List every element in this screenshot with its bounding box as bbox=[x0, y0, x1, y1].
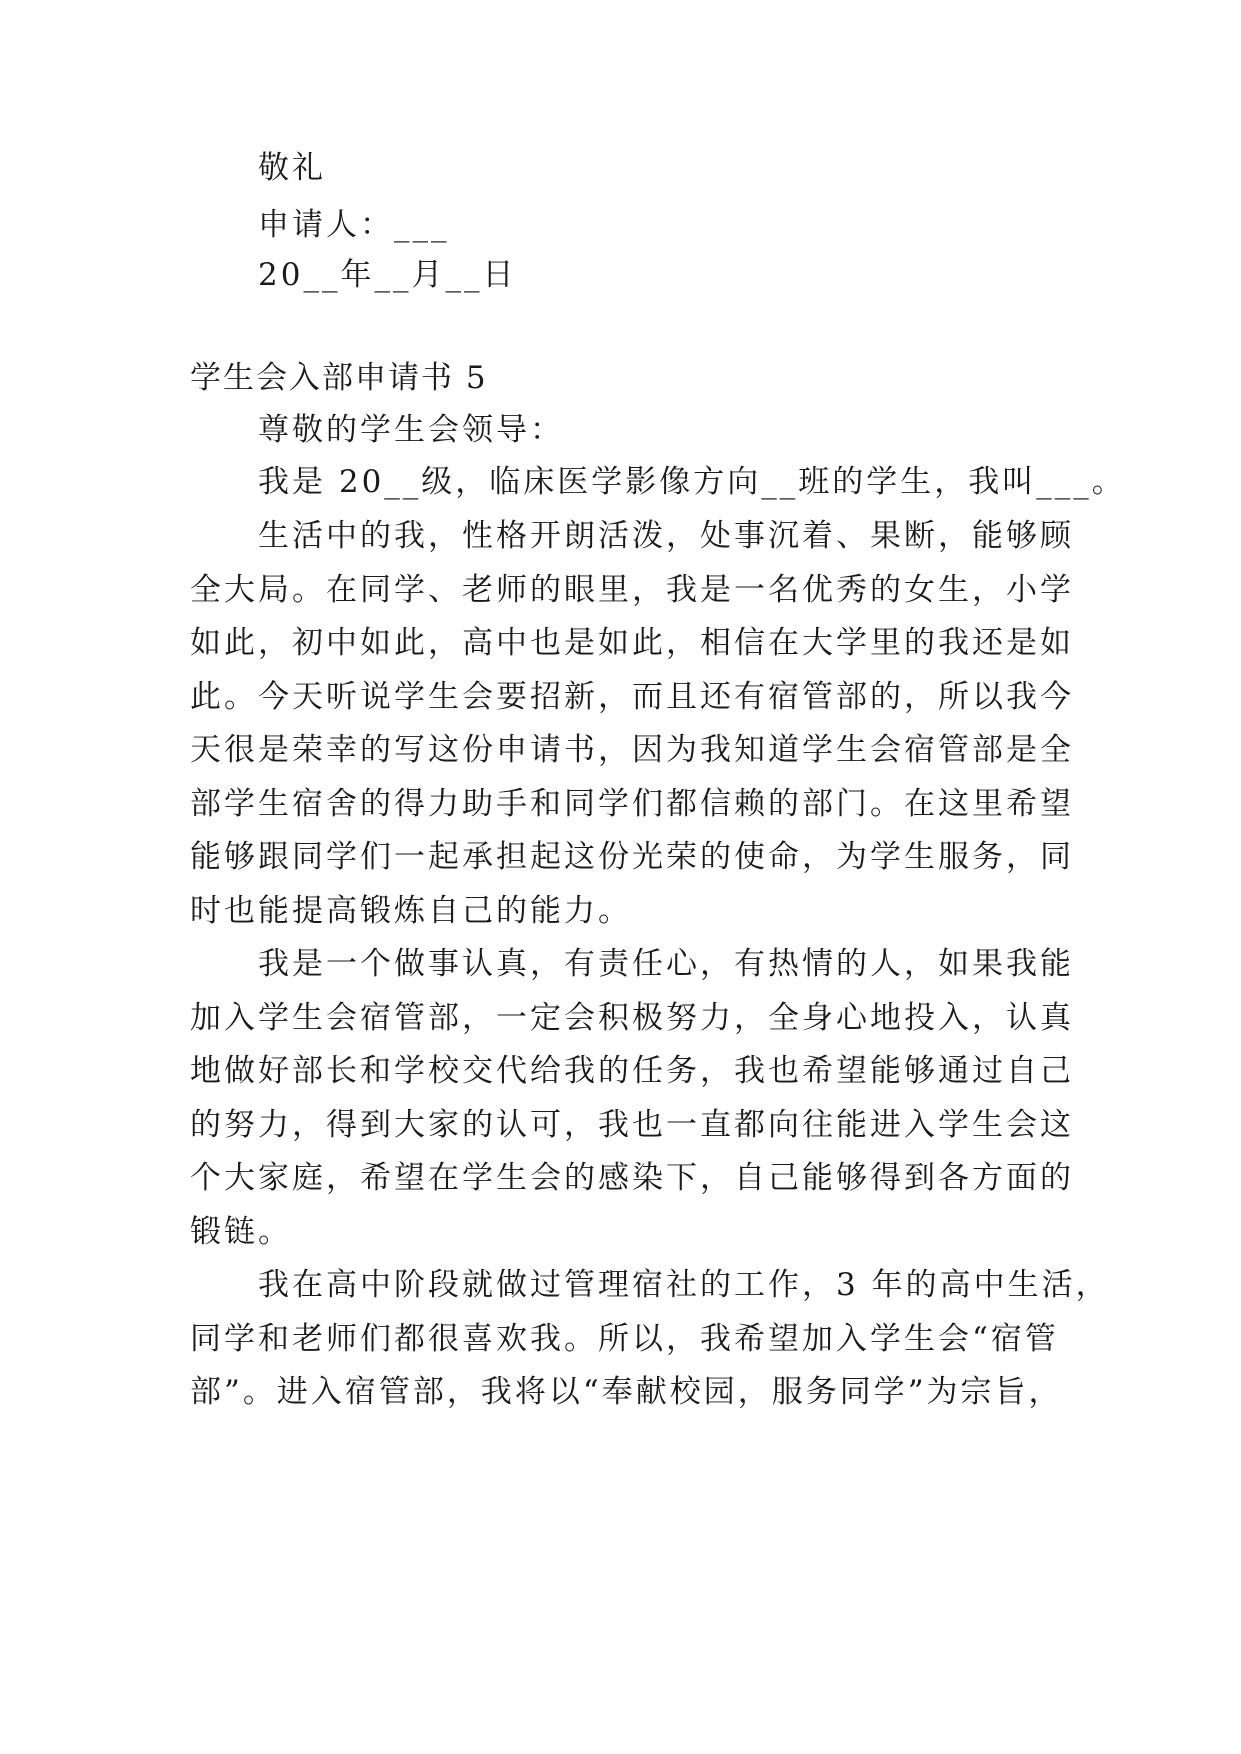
paragraph-2-line: 个大家庭，希望在学生会的感染下，自己能够得到各方面的 bbox=[190, 1160, 1074, 1196]
paragraph-3-line: 部”。进入宿管部，我将以“奉献校园，服务同学”为宗旨， bbox=[190, 1374, 1063, 1410]
paragraph-1-line: 天很是荣幸的写这份申请书，因为我知道学生会宿管部是全 bbox=[190, 732, 1074, 768]
paragraph-1-line: 能够跟同学们一起承担起这份光荣的使命，为学生服务，同 bbox=[190, 839, 1074, 875]
section-title: 学生会入部申请书 5 bbox=[190, 360, 488, 396]
paragraph-1-line: 部学生宿舍的得力助手和同学们都信赖的部门。在这里希望 bbox=[190, 786, 1074, 822]
applicant-line: 申请人：___ bbox=[258, 207, 450, 243]
paragraph-3-line: 我在高中阶段就做过管理宿社的工作，3 年的高中生活， bbox=[258, 1267, 1110, 1303]
paragraph-1-line: 此。今天听说学生会要招新，而且还有宿管部的，所以我今 bbox=[190, 679, 1074, 715]
paragraph-2-line: 地做好部长和学校交代给我的任务，我也希望能够通过自己 bbox=[190, 1053, 1074, 1089]
paragraph-2-line: 锻链。 bbox=[190, 1214, 292, 1250]
greeting: 尊敬的学生会领导： bbox=[258, 412, 564, 448]
paragraph-2-line: 我是一个做事认真，有责任心，有热情的人，如果我能 bbox=[258, 946, 1074, 982]
paragraph-1-line: 生活中的我，性格开朗活泼，处事沉着、果断，能够顾 bbox=[258, 518, 1074, 554]
paragraph-2-line: 加入学生会宿管部，一定会积极努力，全身心地投入，认真 bbox=[190, 1000, 1074, 1036]
date-line: 20__年__月__日 bbox=[258, 257, 517, 293]
closing-salutation: 敬礼 bbox=[258, 150, 326, 186]
paragraph-3-line: 同学和老师们都很喜欢我。所以，我希望加入学生会“宿管 bbox=[190, 1321, 1059, 1357]
paragraph-1-line: 全大局。在同学、老师的眼里，我是一名优秀的女生，小学 bbox=[190, 572, 1074, 608]
paragraph-2-line: 的努力，得到大家的认可，我也一直都向往能进入学生会这 bbox=[190, 1107, 1074, 1143]
paragraph-1-line: 如此，初中如此，高中也是如此，相信在大学里的我还是如 bbox=[190, 625, 1074, 661]
paragraph-1-line: 时也能提高锻炼自己的能力。 bbox=[190, 893, 632, 929]
intro-line: 我是 20__级，临床医学影像方向__班的学生，我叫___。 bbox=[258, 464, 1126, 500]
